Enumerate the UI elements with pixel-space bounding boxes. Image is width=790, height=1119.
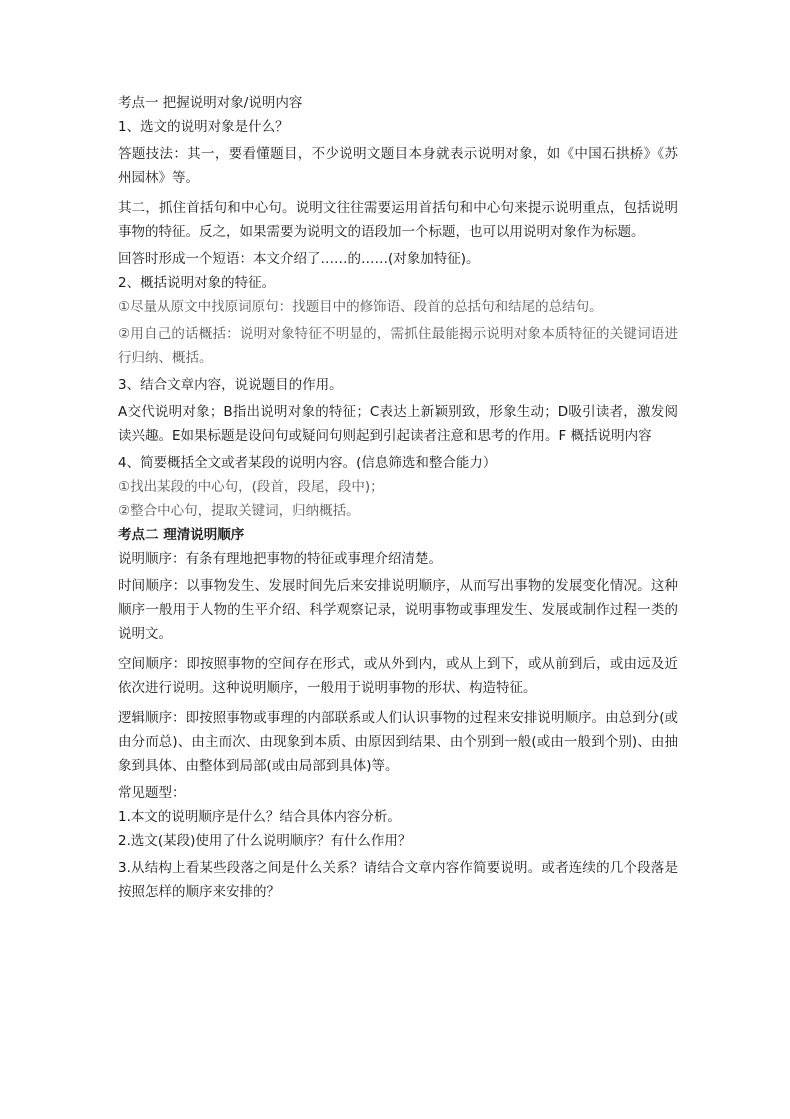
question-3-answer: A交代说明对象；B指出说明对象的特征；C表达上新颖别致，形象生动；D吸引读者，激发阅读兴趣。E如果标题是设问句或疑问句则起到引起读者注意和思考的作用。F 概括说明内容	[118, 404, 678, 444]
question-type-3: 3.从结构上看某些段落之间是什么关系？请结合文章内容作简要说明。或者连续的几个段落是按照怎样的顺序来安排的？	[118, 860, 678, 900]
question-1-second-point: 其二，抓住首括句和中心句。说明文往往需要运用首括句和中心句来提示说明重点，包括说明事物的特征。反之，如果需要为说明文的语段加一个标题，也可以用说明对象作为标题。	[118, 200, 678, 240]
question-2-method-b: ②用自己的话概括：说明对象特征不明显的，需抓住最能揭示说明对象本质特征的关键词语进行归纳、概括。	[118, 326, 678, 366]
order-definition: 说明顺序：有条有理地把事物的特征或事理介绍清楚。	[118, 551, 442, 567]
logic-order: 逻辑顺序：即按照事物或事理的内部联系或人们认识事物的过程来安排说明顺序。由总到分(或由分而总)、由主而次、由现象到本质、由原因到结果、由个别到一般(或由一般到个别)、由抽象到具体、由整体到局部(或由局部到具体)等。	[118, 710, 678, 774]
question-type-2: 2.选文(某段)使用了什么说明顺序？有什么作用？	[118, 833, 412, 849]
question-1-tip: 答题技法：其一，要看懂题目，不少说明文题目本身就表示说明对象，如《中国石拱桥》《苏州园林》等。	[118, 146, 678, 186]
question-4-step-a: ①找出某段的中心句，(段首，段尾，段中)；	[118, 479, 384, 495]
question-4-step-b: ②整合中心句，提取关键词，归纳概括。	[118, 503, 360, 519]
time-order: 时间顺序：以事物发生、发展时间先后来安排说明顺序，从而写出事物的发展变化情况。这种顺序一般用于人物的生平介绍、科学观察记录，说明事物或事理发生、发展或制作过程一类的说明文。	[118, 578, 678, 642]
document-body	[118, 94, 678, 904]
common-question-types: 常见题型：	[118, 785, 186, 801]
space-order: 空间顺序：即按照事物的空间存在形式，或从外到内，或从上到下，或从前到后，或由远及近依次进行说明。这种说明顺序，一般用于说明事物的形状、构造特征。	[118, 656, 678, 696]
section1-title: 考点一 把握说明对象/说明内容	[118, 95, 303, 111]
question-type-1: 1.本文的说明顺序是什么？结合具体内容分析。	[118, 809, 401, 825]
section2-title: 考点二 理清说明顺序	[118, 527, 245, 543]
question-4: 4、简要概括全文或者某段的说明内容。(信息筛选和整合能力）	[118, 455, 497, 471]
question-2: 2、概括说明对象的特征。	[118, 275, 276, 291]
question-1: 1、选文的说明对象是什么？	[118, 119, 289, 135]
question-1-answer-form: 回答时形成一个短语：本文介绍了……的……(对象加特征)。	[118, 251, 480, 267]
question-3: 3、结合文章内容，说说题目的作用。	[118, 377, 343, 393]
question-2-method-a: ①尽量从原文中找原词原句：找题目中的修饰语、段首的总括句和结尾的总结句。	[118, 299, 603, 315]
